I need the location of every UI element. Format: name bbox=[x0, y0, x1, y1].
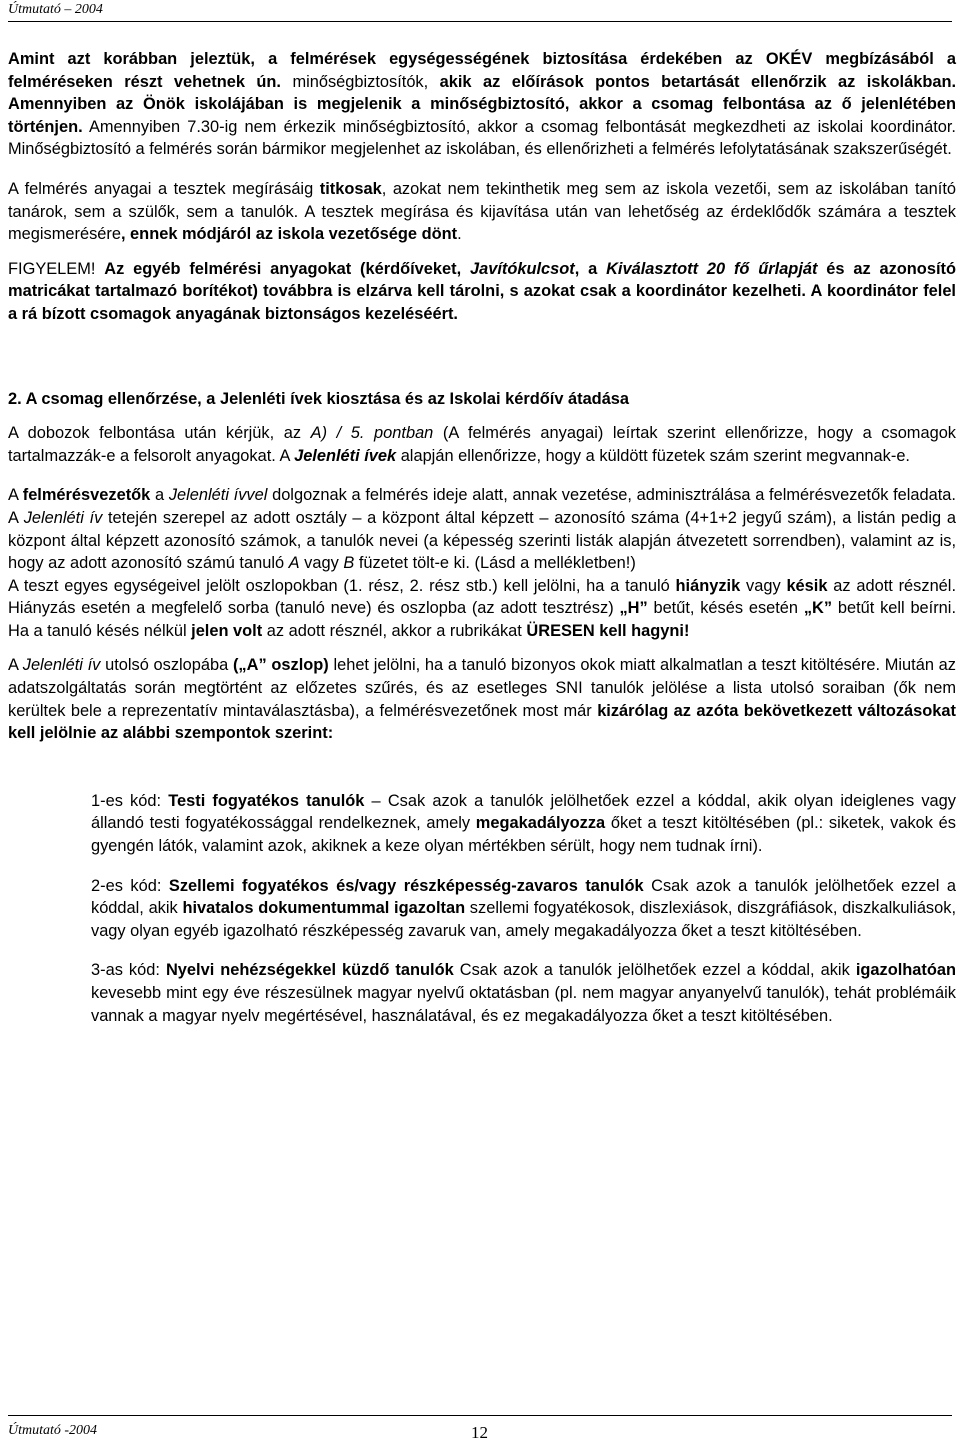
section-heading-2 bbox=[8, 388, 956, 411]
text-run: kevesebb mint egy éve részesülnek magyar nyelvű oktatásban (pl. nem magyar anyanyelvű tanulók), tehát problémáik vannak a magyar nyelv megértésével, használatával, és ez megakadályozza őket a teszt kitöltésében. bbox=[91, 984, 956, 1025]
text-run: 2-es kód: bbox=[91, 876, 169, 895]
text-run: tetején szerepel az adott osztály – a központ által képzett – azonosító száma (4+1+2 jegyű szám), a listán pedig a központ által képzett azonosító számok, a tanulók nevei (a képesség szerinti listák alapján átvezetett sorrendben), valamint az is, hogy az adott azonosító számú tanuló bbox=[8, 508, 956, 573]
running-header: Útmutató – 2004 bbox=[8, 2, 103, 17]
text-run: igazolhatóan bbox=[855, 961, 956, 980]
text-run: Amint azt korábban jeleztük, a felmérések egységességének biztosítása érdekében az OKÉV megbízásából a felméréseken részt vehetnek ún. bbox=[8, 50, 956, 91]
text-run: a bbox=[150, 486, 169, 505]
paragraph-confidentiality bbox=[8, 178, 956, 246]
text-run: – Csak azok a tanulók jelölhetőek ezzel a kóddal, akik olyan ideiglenes vagy állandó testi fogyatékossággal rendelkeznek, amely bbox=[91, 791, 956, 833]
text-run: Testi fogyatékos tanulók bbox=[168, 791, 365, 810]
page-content bbox=[8, 48, 956, 1027]
text-run: hiányzik bbox=[675, 576, 741, 595]
text-run: és az azonosító matricákat tartalmazó borítékot) továbbra is elzárva kell tárolni, s azokat csak a koordinátor kezelheti. A koordinátor felel a rá bízott csomagok anyagának biztonságos kezeléséért. bbox=[8, 259, 956, 323]
text-run: (A felmérés anyagai) leírtak szerint ellenőrizze, hogy a csomagok tartalmazzák-e a felsorolt anyagokat. A bbox=[8, 424, 957, 465]
paragraph-quality-assurance bbox=[8, 48, 956, 161]
text-run: („A” oszlop) bbox=[232, 656, 329, 675]
text-run: Kiválasztott 20 fő űrlapját bbox=[606, 259, 818, 278]
text-run: A bbox=[8, 486, 23, 505]
code-3-item bbox=[91, 959, 956, 1027]
text-run: késik bbox=[786, 576, 828, 595]
text-run: „K” bbox=[803, 599, 833, 618]
paragraph-warning bbox=[8, 258, 956, 326]
text-run: , a bbox=[574, 259, 607, 278]
header-rule bbox=[8, 21, 952, 22]
text-run: az adott résznél, akkor a rubrikákat bbox=[262, 621, 527, 640]
text-run: Jelenléti ív bbox=[23, 508, 103, 527]
text-run: felmérésvezetők bbox=[22, 486, 151, 505]
text-run: B bbox=[343, 554, 355, 573]
text-run: A bbox=[8, 656, 23, 675]
text-run: Jelenléti ív bbox=[22, 656, 101, 675]
text-run: hivatalos dokumentummal igazoltan bbox=[182, 899, 466, 918]
text-run: lehet jelölni, ha a tanuló bizonyos okok miatt alkalmatlan a teszt kitöltésére. Miután az adatszolgáltatás során megtörtént az előzetes szűrés, és az esetleges SNI tanulók jelölése a lista utolsó soraiban (ők nem kerültek bele a reprezentatív mintaválasztásba), a felmérésvezetőnek most már bbox=[8, 656, 956, 720]
text-run: A teszt egyes egységeivel jelölt oszlopokban (1. rész, 2. rész stb.) kell jelölni, ha a tanuló bbox=[8, 576, 676, 595]
page-number: 12 bbox=[471, 1423, 488, 1442]
text-run: , azokat nem tekinthetik meg sem az iskola vezetői, sem az iskolában tanító tanárok, sem a szülők, sem a tanulók. A tesztek megírása és kijavítása után van lehetőség az érdeklődők számára a tesztek megismerésére bbox=[8, 179, 956, 244]
text-run: A dobozok felbontása után kérjük, az bbox=[8, 424, 311, 443]
text-run: „H” bbox=[619, 599, 648, 618]
text-run: Szellemi fogyatékos és/vagy részképesség-zavaros tanulók bbox=[168, 876, 644, 895]
text-run: jelen volt bbox=[191, 621, 263, 640]
text-run: . bbox=[457, 225, 462, 244]
text-run: megakadályozza bbox=[475, 814, 606, 833]
text-run: Az egyéb felmérési anyagokat (kérdőíveket, bbox=[104, 259, 470, 278]
text-run: betűt kell beírni. Ha a tanuló késés nélkül bbox=[8, 599, 956, 640]
text-run: őket a teszt kitöltésében (pl.: siketek, vakok és gyengén látók, valamint azok, akiknek a keze olyan mértékben sérült, hogy nem tudnak írni). bbox=[91, 814, 956, 856]
text-run: , ennek módjáról az iskola vezetősége dönt bbox=[120, 225, 458, 244]
text-run: Jelenléti ívek bbox=[294, 446, 397, 465]
text-run: Javítókulcsot bbox=[469, 259, 575, 278]
text-run: vagy bbox=[299, 554, 344, 573]
text-run: Jelenléti ívvel bbox=[168, 486, 268, 505]
text-run: Amennyiben 7.30-ig nem érkezik minőségbiztosító, akkor a csomag felbontását megkezdheti az iskolai koordinátor. Minőségbiztosító a felmérés során bármikor megjelenhet az iskolában, és ellenőrizheti a felmérés lefolytatásának szakszerűségét. bbox=[8, 117, 956, 159]
text-run: 2. A csomag ellenőrzése, a Jelenléti ívek kiosztása és az Iskolai kérdőív átadása bbox=[8, 389, 630, 408]
text-run: FIGYELEM! bbox=[8, 259, 105, 278]
text-run: alapján ellenőrizze, hogy a küldött füzetek szám szerint megvannak-e. bbox=[396, 446, 910, 465]
text-run: titkosak bbox=[319, 179, 382, 198]
text-run: A bbox=[288, 554, 300, 573]
text-run: az adott résznél. Hiányzás esetén a megfelelő sorba (tanuló neve) és oszlopba (az adott tesztrész) bbox=[8, 576, 956, 618]
text-run: betűt, késés esetén bbox=[647, 599, 804, 618]
paragraph-attendance-sheet bbox=[8, 484, 956, 574]
footer-rule bbox=[8, 1415, 952, 1416]
text-run: 1-es kód: bbox=[91, 791, 169, 810]
paragraph-box-check bbox=[8, 422, 956, 467]
text-run: utolsó oszlopába bbox=[100, 656, 233, 675]
code-1-item bbox=[91, 790, 956, 858]
footer-label: Útmutató -2004 bbox=[8, 1423, 98, 1438]
text-run: Csak azok a tanulók jelölhetőek ezzel a kóddal, akik bbox=[453, 961, 856, 980]
text-run: 3-as kód: bbox=[91, 961, 166, 980]
text-run: A) / 5. pontban bbox=[310, 424, 434, 443]
text-run: vagy bbox=[740, 576, 787, 595]
text-run: füzetet tölt-e ki. (Lásd a mellékletben!) bbox=[354, 554, 636, 573]
text-run: akik az előírások pontos betartását ellenőrzik az iskolákban. Amennyiben az Önök iskolájában is megjelenik a minőségbiztosító, akkor a csomag felbontása az ő jelenlétében történjen. bbox=[8, 72, 957, 136]
text-run: Nyelvi nehézségekkel küzdő tanulók bbox=[165, 961, 454, 980]
text-run: dolgoznak a felmérés ideje alatt, annak vezetése, adminisztrálása a felmérésvezetők feladata. A bbox=[8, 486, 956, 527]
text-run: minőségbiztosítók, bbox=[292, 72, 440, 91]
paragraph-absence-marking bbox=[8, 575, 956, 643]
text-run: Csak azok a tanulók jelölhetőek ezzel a kóddal, akik bbox=[91, 876, 956, 918]
text-run: kizárólag az azóta bekövetkezett változásokat kell jelölnie az alábbi szempontok szerint: bbox=[8, 701, 956, 743]
text-run: ÜRESEN kell hagyni! bbox=[526, 621, 690, 640]
code-2-item bbox=[91, 875, 956, 943]
text-run: A felmérés anyagai a tesztek megírásáig bbox=[8, 179, 320, 198]
text-run: szellemi fogyatékosok, diszlexiások, diszgráfiások, diszkalkuliások, vagy olyan egyéb igazolható részképesség zavaruk van, amely megakadályozza őket a teszt kitöltésében. bbox=[91, 899, 956, 940]
paragraph-a-column bbox=[8, 654, 956, 744]
